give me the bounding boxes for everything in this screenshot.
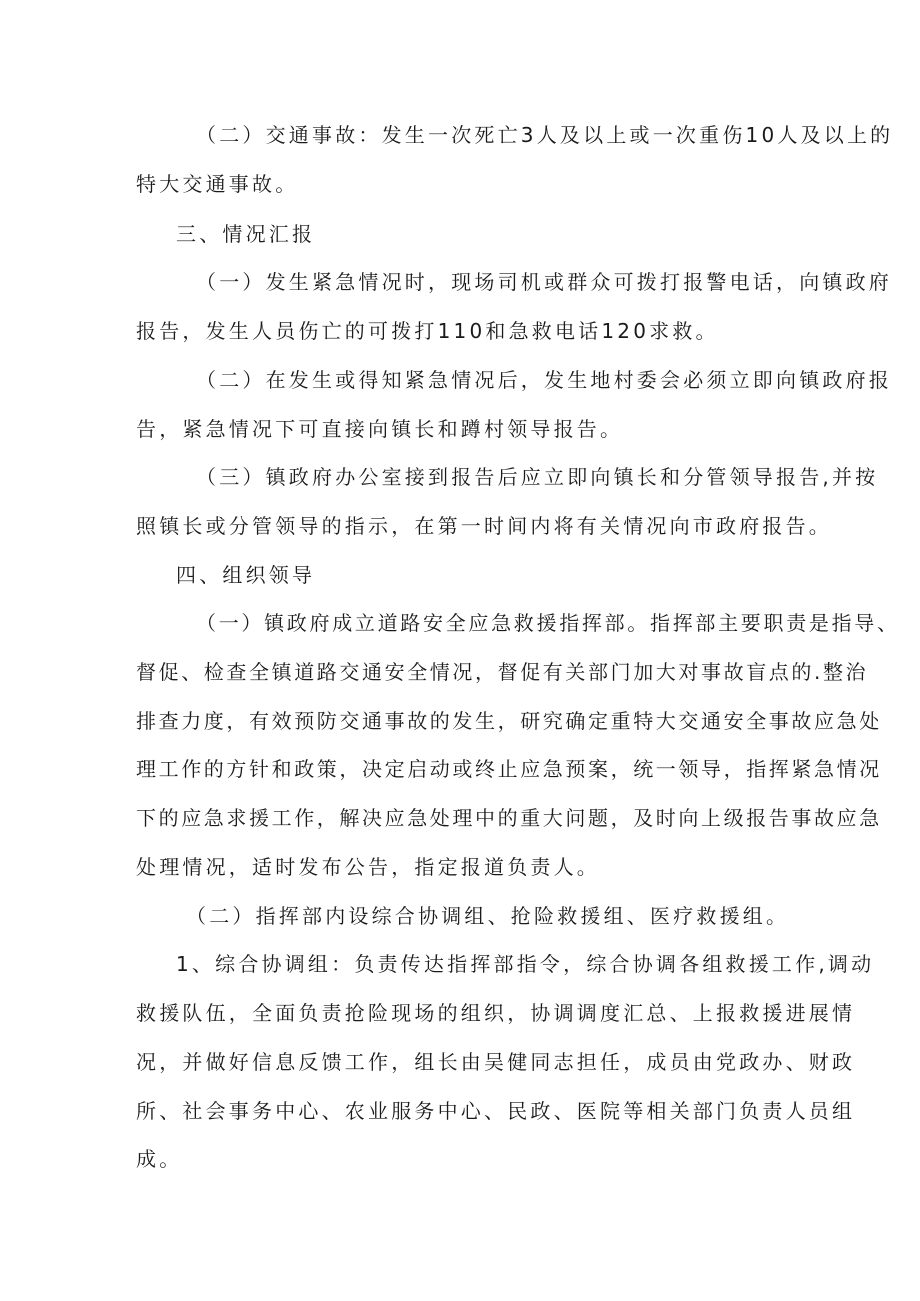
paragraph-line: 救援队伍，全面负责抢险现场的组织，协调调度汇总、上报救援进展情 bbox=[136, 1001, 856, 1025]
paragraph-line: （二）在发生或得知紧急情况后，发生地村委会必须立即向镇政府报 bbox=[196, 368, 892, 392]
paragraph-line: （三）镇政府办公室接到报告后应立即向镇长和分管领导报告,并按 bbox=[196, 465, 879, 489]
paragraph-line: 所、社会事务中心、农业服务中心、民政、医院等相关部门负责人员组 bbox=[136, 1099, 856, 1123]
paragraph-line: 告，紧急情况下可直接向镇长和蹲村领导报告。 bbox=[136, 417, 624, 441]
section-heading: 三、情况汇报 bbox=[176, 222, 316, 246]
paragraph-line: 特大交通事故。 bbox=[136, 172, 299, 196]
paragraph-line: （一）镇政府成立道路安全应急救援指挥部。指挥部主要职责是指导、 bbox=[196, 611, 900, 635]
paragraph-line: 下的应急求援工作，解决应急处理中的重大问题，及时向上级报告事故应急 bbox=[136, 806, 882, 830]
paragraph-line: （二）指挥部内设综合协调组、抢险救援组、医疗救援组。 bbox=[186, 904, 790, 928]
paragraph-line: 况，并做好信息反馈工作，组长由吴健同志担任，成员由党政办、财政 bbox=[136, 1050, 856, 1074]
paragraph-line: 1、综合协调组：负责传达指挥部指令，综合协调各组救援工作,调动 bbox=[176, 952, 875, 976]
paragraph-line: 督促、检查全镇道路交通安全情况，督促有关部门加大对事故盲点的.整治 bbox=[136, 660, 869, 684]
paragraph-line: （二）交通事故：发生一次死亡3人及以上或一次重伤10人及以上的 bbox=[196, 123, 894, 147]
paragraph-line: 报告，发生人员伤亡的可拨打110和急救电话120求救。 bbox=[136, 319, 719, 343]
paragraph-line: 排查力度，有效预防交通事故的发生，研究确定重特大交通安全事故应急处 bbox=[136, 709, 882, 733]
paragraph-line: （一）发生紧急情况时，现场司机或群众可拨打报警电话，向镇政府 bbox=[196, 270, 892, 294]
paragraph-line: 照镇长或分管领导的指示，在第一时间内将有关情况向市政府报告。 bbox=[136, 514, 832, 538]
section-heading: 四、组织领导 bbox=[176, 563, 316, 587]
paragraph-line: 成。 bbox=[136, 1147, 183, 1171]
paragraph-line: 理工作的方针和政策，决定启动或终止应急预案，统一领导，指挥紧急情况 bbox=[136, 757, 882, 781]
paragraph-line: 处理情况，适时发布公告，指定报道负责人。 bbox=[136, 855, 600, 879]
